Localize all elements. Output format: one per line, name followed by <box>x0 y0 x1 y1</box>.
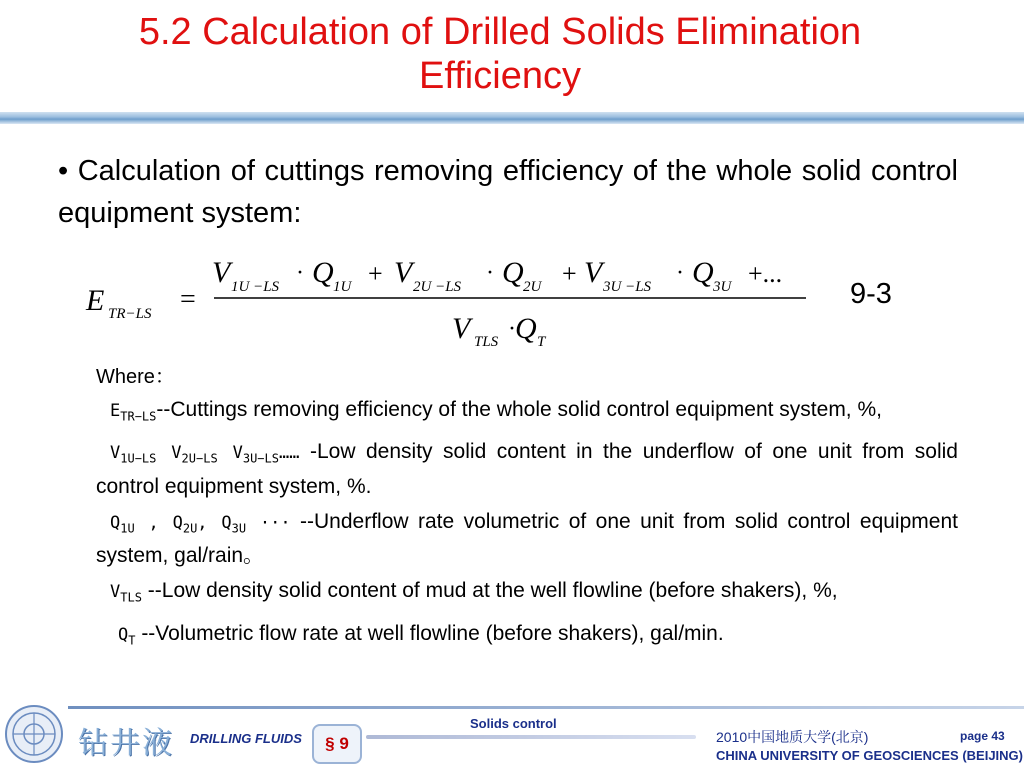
eq-lhs-e: E <box>86 284 105 317</box>
den-v: V <box>452 312 471 345</box>
symbol-vtls: $V_{TLS}$ <box>110 582 142 605</box>
definition-e-text: --Cuttings removing efficiency of the whole solid control equipment system, %, <box>156 398 882 421</box>
equation-number: 9-3 <box>850 278 892 310</box>
brand-chinese: 钻井液 <box>78 726 174 761</box>
den-q: Q <box>515 312 537 345</box>
title-divider <box>0 112 1024 124</box>
eq-equals: = <box>180 284 196 315</box>
definition-e <box>96 396 958 430</box>
num-v2: V <box>394 256 413 289</box>
footer-bar <box>366 735 696 739</box>
num-q1: Q <box>312 256 334 289</box>
definition-v-text: -Low density solid content in the underflow of one unit from solid control equipment system, %. <box>96 440 958 498</box>
symbol-qt: $Q_T$ <box>118 624 136 647</box>
num-q3: Q <box>692 256 714 289</box>
num-q3-sub: 3U <box>713 279 732 295</box>
bullet-point: • Calculation of cuttings removing efficiency of the whole solid control equipment system: <box>58 155 958 229</box>
equation-graphic <box>0 250 840 360</box>
den-dot: · <box>508 316 516 342</box>
definitions-list <box>96 396 958 662</box>
symbol-v: $V_{1U-LS}$ $V_{2U-LS}$ $V_{3U-LS}\dots\dots$ <box>110 443 300 466</box>
definition-q-text: --Underflow rate volumetric of one unit from solid control equipment system, gal/rain。 <box>96 509 958 568</box>
num-dot3: · <box>676 260 684 286</box>
slide-title-line2: Efficiency <box>419 55 581 97</box>
num-plus2: + <box>562 259 577 288</box>
num-q1-sub: 1U <box>333 279 352 295</box>
university-logo-icon <box>4 704 64 764</box>
slide-title-line1: 5.2 Calculation of Drilled Solids Elimination <box>138 11 862 53</box>
definition-vtls <box>96 577 958 611</box>
eq-lhs-sub: TR−LS <box>108 306 152 322</box>
num-plus1: + <box>368 259 383 288</box>
where-label: Where： <box>96 366 175 388</box>
num-v3-sub: 3U −LS <box>603 279 652 295</box>
num-v1-sub: 1U −LS <box>231 279 280 295</box>
footer-university-en: CHINA UNIVERSITY OF GEOSCIENCES (BEIJING) <box>716 748 1023 763</box>
num-ellipsis: +... <box>748 259 783 288</box>
footer-solids-control: Solids control <box>470 716 557 731</box>
page-number: page 43 <box>960 729 1005 743</box>
section-badge: § 9 <box>312 724 362 764</box>
num-v1: V <box>212 256 231 289</box>
footer-drilling-fluids: DRILLING FLUIDS <box>190 731 302 746</box>
footer-university-cn: 2010中国地质大学(北京) <box>716 729 869 745</box>
definition-q <box>96 508 958 569</box>
num-dot1: · <box>296 260 304 286</box>
den-v-sub: TLS <box>474 334 499 350</box>
symbol-q: $Q_{1U}$ , $Q_{2U}$, $Q_{3U}$ ··· <box>110 512 291 536</box>
num-q2-sub: 2U <box>523 279 542 295</box>
footer-divider <box>68 706 1024 709</box>
definition-qt-text: --Volumetric flow rate at well flowline (before shakers), gal/min. <box>135 621 724 645</box>
symbol-e: $E_{TR-LS}$ <box>110 401 157 424</box>
den-q-sub: T <box>537 334 546 350</box>
definition-vtls-text: --Low density solid content of mud at the well flowline (before shakers), %, <box>141 579 838 603</box>
slide-title <box>0 10 1000 98</box>
definition-v <box>96 438 958 499</box>
num-q2: Q <box>502 256 524 289</box>
definition-qt <box>96 620 958 654</box>
num-v3: V <box>584 256 603 289</box>
num-v2-sub: 2U −LS <box>413 279 462 295</box>
num-dot2: · <box>486 260 494 286</box>
